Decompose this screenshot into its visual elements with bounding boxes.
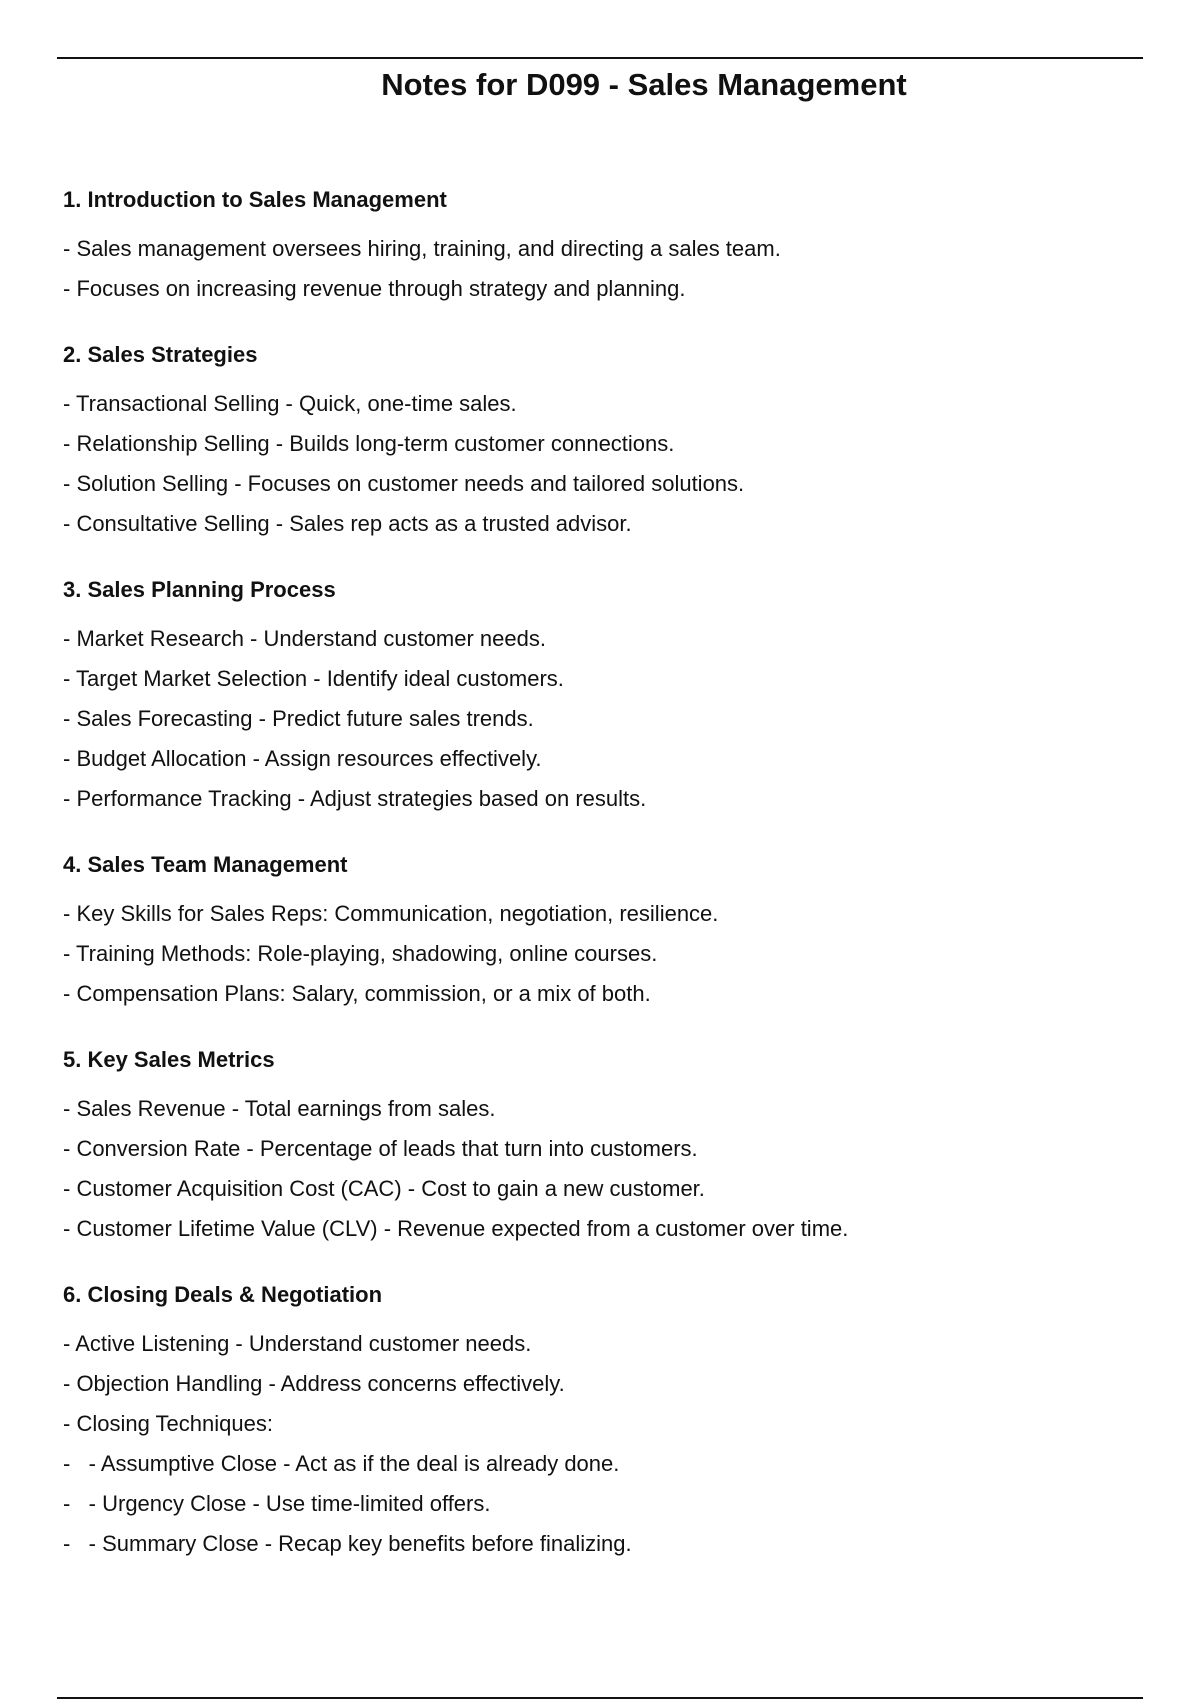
list-item: - Conversion Rate - Percentage of leads that turn into customers. [63, 1136, 698, 1161]
list-item: - - Summary Close - Recap key benefits before finalizing. [63, 1531, 632, 1556]
section-introduction [63, 180, 1143, 309]
section-heading: 1. Introduction to Sales Management [63, 187, 447, 212]
list-item: - Sales management oversees hiring, training, and directing a sales team. [63, 236, 781, 261]
list-item: - Active Listening - Understand customer needs. [63, 1331, 532, 1356]
document-title: Notes for D099 - Sales Management [381, 67, 907, 102]
list-item: - Key Skills for Sales Reps: Communication, negotiation, resilience. [63, 901, 719, 926]
list-item: - Transactional Selling - Quick, one-time sales. [63, 391, 517, 416]
list-item: - Budget Allocation - Assign resources effectively. [63, 746, 542, 771]
list-item: - Training Methods: Role-playing, shadowing, online courses. [63, 941, 658, 966]
list-item: - - Urgency Close - Use time-limited offers. [63, 1491, 491, 1516]
list-item: - Sales Forecasting - Predict future sales trends. [63, 706, 534, 731]
list-item: - Compensation Plans: Salary, commission, or a mix of both. [63, 981, 651, 1006]
section-sales-team-management [63, 845, 1143, 1014]
section-heading: 4. Sales Team Management [63, 852, 348, 877]
bottom-rule [57, 1697, 1143, 1699]
list-item: - Sales Revenue - Total earnings from sales. [63, 1096, 496, 1121]
section-heading: 3. Sales Planning Process [63, 577, 336, 602]
section-sales-planning-process [63, 570, 1143, 819]
document-body [63, 180, 1143, 1590]
list-item: - Solution Selling - Focuses on customer needs and tailored solutions. [63, 471, 745, 496]
top-rule [57, 57, 1143, 59]
list-item: - Relationship Selling - Builds long-term customer connections. [63, 431, 675, 456]
list-item: - Closing Techniques: [63, 1411, 273, 1436]
section-sales-strategies [63, 335, 1143, 544]
section-closing-deals [63, 1275, 1143, 1564]
list-item: - Customer Acquisition Cost (CAC) - Cost to gain a new customer. [63, 1176, 705, 1201]
section-heading: 2. Sales Strategies [63, 342, 258, 367]
list-item: - Focuses on increasing revenue through strategy and planning. [63, 276, 686, 301]
section-heading: 6. Closing Deals & Negotiation [63, 1282, 383, 1307]
section-heading: 5. Key Sales Metrics [63, 1047, 275, 1072]
list-item: - Objection Handling - Address concerns effectively. [63, 1371, 565, 1396]
list-item: - Consultative Selling - Sales rep acts as a trusted advisor. [63, 511, 632, 536]
list-item: - - Assumptive Close - Act as if the deal is already done. [63, 1451, 620, 1476]
list-item: - Market Research - Understand customer needs. [63, 626, 546, 651]
list-item: - Target Market Selection - Identify ideal customers. [63, 666, 564, 691]
list-item: - Performance Tracking - Adjust strategies based on results. [63, 786, 647, 811]
section-key-sales-metrics [63, 1040, 1143, 1249]
list-item: - Customer Lifetime Value (CLV) - Revenue expected from a customer over time. [63, 1216, 849, 1241]
